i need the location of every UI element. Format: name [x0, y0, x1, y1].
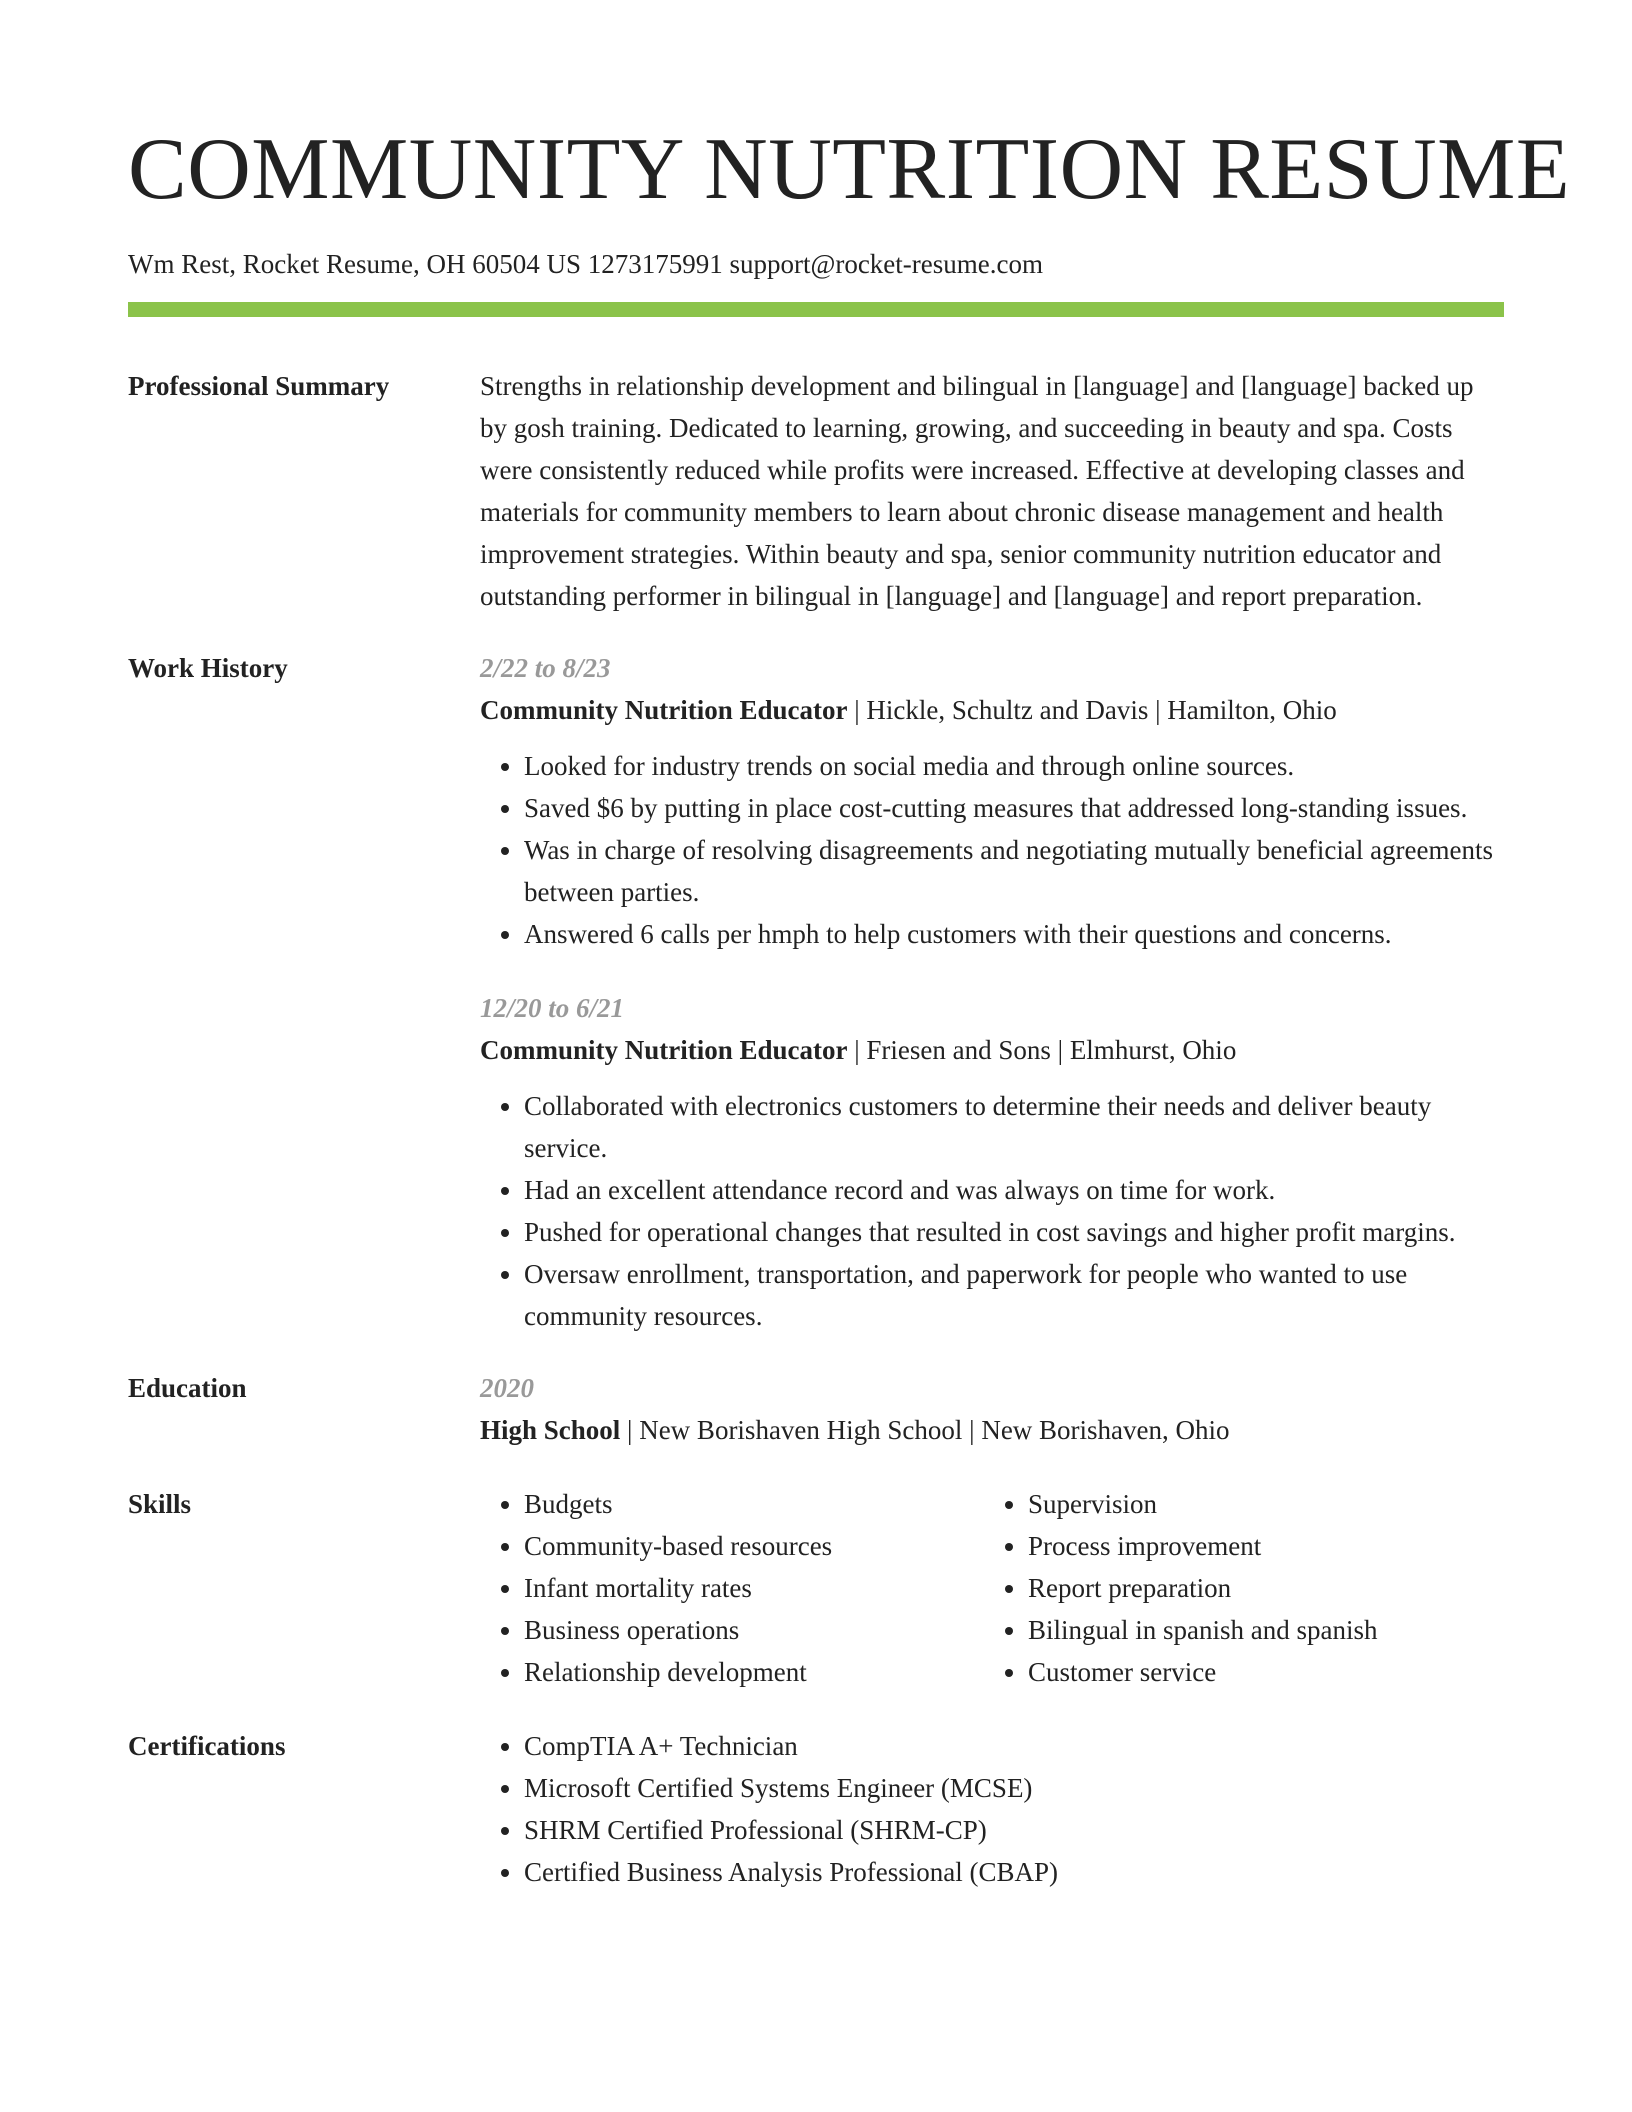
skill-item: • Infant mortality rates [524, 1567, 984, 1609]
skills-list-right [984, 1483, 1488, 1693]
education-line [480, 1409, 1504, 1451]
job-bullet: • Had an excellent attendance record and was always on time for work. [524, 1169, 1504, 1211]
certifications-list [480, 1725, 1504, 1893]
work-history-section [128, 647, 1504, 1337]
education-body [480, 1367, 1504, 1451]
certifications-section [128, 1725, 1504, 1893]
summary-text: Strengths in relationship development and bilingual in [language] and [language] backed up by gosh training. Dedicated to learning, growing, and succeeding in beauty and spa. Costs were consistently reduced while profits were increased. Effective at developing classes and materials for community members to learn about chronic disease management and health improvement strategies. Within beauty and spa, senior community nutrition educator and outstanding performer in bilingual in [language] and [language] and report preparation. [480, 371, 1474, 611]
education-school-location: | New Borishaven High School | New Borishaven, Ohio [620, 1415, 1230, 1445]
education-dates: 2020 [480, 1373, 534, 1403]
work-history-body [480, 647, 1504, 1337]
job-bullet-list [480, 1085, 1504, 1337]
section-label-certifications: Certifications [128, 1731, 286, 1761]
job-title-line [480, 689, 1504, 731]
skill-item: • Community-based resources [524, 1525, 984, 1567]
job-bullet: • Looked for industry trends on social media and through online sources. [524, 745, 1504, 787]
job-title: Community Nutrition Educator [480, 695, 848, 725]
contact-line: Wm Rest, Rocket Resume, OH 60504 US 1273175991 support@rocket-resume.com [128, 249, 1043, 279]
job-employer-location: | Hickle, Schultz and Davis | Hamilton, Ohio [847, 695, 1337, 725]
job-bullet: • Saved $6 by putting in place cost-cutting measures that addressed long-standing issues. [524, 787, 1504, 829]
job-title: Community Nutrition Educator [480, 1035, 848, 1065]
job-bullet: • Collaborated with electronics customers to determine their needs and deliver beauty service. [524, 1085, 1504, 1169]
job-bullet-list [480, 745, 1504, 955]
job-employer-location: | Friesen and Sons | Elmhurst, Ohio [847, 1035, 1237, 1065]
skills-section [128, 1483, 1504, 1693]
section-label-skills: Skills [128, 1489, 192, 1519]
skill-item: • Budgets [524, 1483, 984, 1525]
resume-title: COMMUNITY NUTRITION RESUME [128, 121, 1571, 218]
section-label-education: Education [128, 1373, 247, 1403]
section-label-work-history: Work History [128, 653, 288, 683]
skill-item: • Business operations [524, 1609, 984, 1651]
skill-item: • Process improvement [1028, 1525, 1488, 1567]
skill-item: • Supervision [1028, 1483, 1488, 1525]
education-section [128, 1367, 1504, 1451]
skills-body [480, 1483, 1504, 1693]
education-degree: High School [480, 1415, 621, 1445]
header-divider [128, 302, 1504, 317]
certification-item: • CompTIA A+ Technician [524, 1725, 1504, 1767]
summary-section [128, 365, 1504, 617]
job-bullet: • Pushed for operational changes that resulted in cost savings and higher profit margins. [524, 1211, 1504, 1253]
job-entry [480, 987, 1504, 1337]
certification-item: • Certified Business Analysis Professional (CBAP) [524, 1851, 1504, 1893]
job-entry [480, 647, 1504, 955]
skill-item: • Bilingual in spanish and spanish [1028, 1609, 1488, 1651]
job-bullet: • Oversaw enrollment, transportation, and paperwork for people who wanted to use community resources. [524, 1253, 1504, 1337]
skill-item: • Report preparation [1028, 1567, 1488, 1609]
job-title-line [480, 1029, 1504, 1071]
job-dates: 12/20 to 6/21 [480, 993, 625, 1023]
certification-item: • SHRM Certified Professional (SHRM-CP) [524, 1809, 1504, 1851]
certification-item: • Microsoft Certified Systems Engineer (MCSE) [524, 1767, 1504, 1809]
job-dates: 2/22 to 8/23 [480, 653, 611, 683]
skills-list-left [480, 1483, 984, 1693]
job-bullet: • Answered 6 calls per hmph to help customers with their questions and concerns. [524, 913, 1504, 955]
section-label-summary: Professional Summary [128, 371, 390, 401]
skill-item: • Relationship development [524, 1651, 984, 1693]
job-bullet: • Was in charge of resolving disagreements and negotiating mutually beneficial agreements between parties. [524, 829, 1504, 913]
certifications-body [480, 1725, 1504, 1893]
skill-item: • Customer service [1028, 1651, 1488, 1693]
